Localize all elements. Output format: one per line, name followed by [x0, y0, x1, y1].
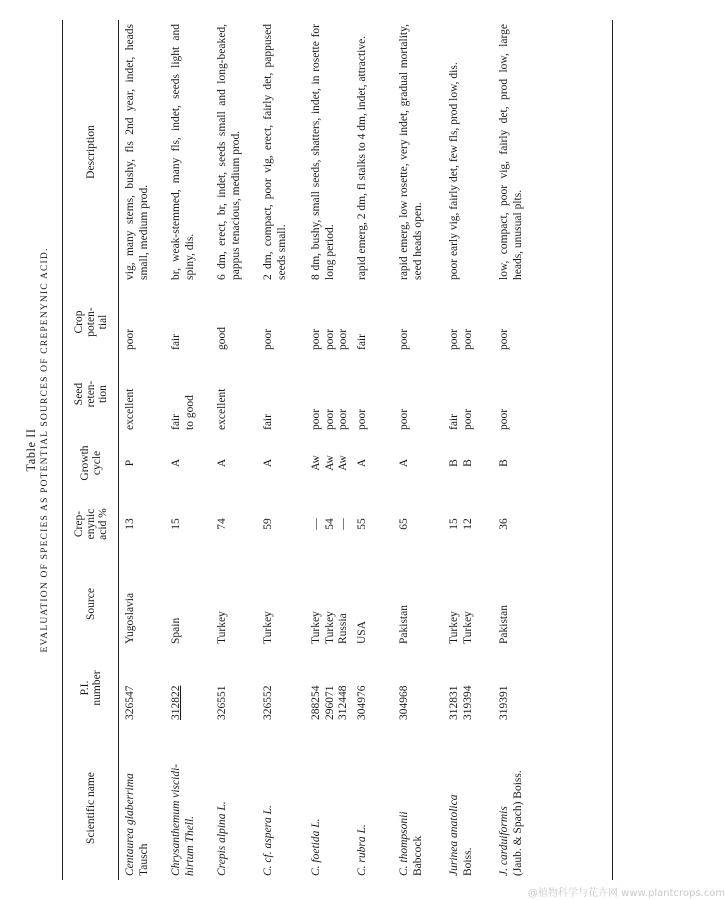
- cell-pi-number: 319391: [498, 685, 510, 720]
- cell-pi-number: 304976: [356, 685, 368, 720]
- cell-scientific-name: Chrysanthemum viscidi- hirtum Thell.: [170, 763, 196, 876]
- header-growth-cycle: Growth cycle: [79, 445, 103, 481]
- cell-scientific-name: Crepis alpina L.: [216, 801, 228, 876]
- table-label: Table II: [24, 428, 38, 472]
- cell-growth-cycle: A: [216, 458, 228, 468]
- cell-seed-retention: fair to good: [170, 395, 196, 430]
- cell-pi-number: 326547: [124, 685, 136, 720]
- cell-pi-number: 326551: [216, 685, 228, 720]
- header-seed-retention: Seed reten- tion: [73, 380, 109, 408]
- cell-seed-retention: poor: [398, 408, 410, 430]
- cell-crepenynic-acid: 36: [498, 518, 510, 530]
- cell-description: br, weak-stemmed, many fls, indet, seeds light and spiny, dis.: [170, 24, 196, 280]
- cell-crop-potential: fair: [170, 334, 182, 350]
- cell-scientific-name: J. carduiformis (Jaub. & Spach) Boiss.: [498, 770, 524, 876]
- bottom-rule: [612, 20, 613, 880]
- cell-source: Spain: [170, 617, 182, 644]
- cell-growth-cycle: B B: [448, 459, 474, 467]
- header-scientific-name: Scientific name: [85, 772, 97, 844]
- cell-seed-retention: poor: [498, 408, 510, 430]
- cell-crop-potential: poor: [498, 328, 510, 350]
- cell-source: Yugoslavia: [124, 592, 136, 644]
- cell-seed-retention: poor poor poor: [310, 408, 349, 430]
- header-crop-potential: Crop poten- tial: [73, 307, 109, 337]
- cell-description: poor early vig, fairly det, few fls, prod low, dis.: [448, 62, 460, 280]
- header-crepenynic-acid: Crep- enynic acid %: [73, 508, 109, 540]
- cell-crop-potential: fair: [356, 334, 368, 350]
- cell-seed-retention: excellent: [216, 388, 228, 430]
- cell-growth-cycle: B: [498, 459, 510, 467]
- cell-scientific-name: C. foetida L.: [310, 818, 322, 876]
- cell-crop-potential: poor: [124, 328, 136, 350]
- cell-crepenynic-acid: 13: [124, 518, 136, 530]
- cell-crepenynic-acid: 65: [398, 518, 410, 530]
- cell-description: 2 dm, compact, poor vig, erect, fairly det, pappused seeds small.: [262, 24, 288, 280]
- cell-scientific-name: Centaurea glaberrima Tausch: [124, 773, 150, 876]
- cell-crepenynic-acid: — 54 —: [310, 518, 349, 530]
- cell-description: rapid emerg, 2 dm, fl stalks to 4 dm, indet, attractive.: [356, 35, 368, 280]
- cell-crop-potential: poor poor poor: [310, 328, 349, 350]
- cell-source: USA: [356, 620, 368, 644]
- cell-scientific-name: C. cf. aspera L.: [262, 805, 274, 876]
- cell-source: Turkey Turkey: [448, 611, 474, 644]
- cell-pi-number: 326552: [262, 685, 274, 720]
- cell-description: 6 dm, erect, br, indet, seeds small and long-beaked, pappus tenacious, medium prod.: [216, 24, 242, 280]
- cell-seed-retention: excellent: [124, 388, 136, 430]
- cell-description: low, compact, poor vig, fairly det, prod low, large heads, unusual plts.: [498, 24, 524, 280]
- cell-growth-cycle: P: [124, 459, 136, 467]
- cell-source: Turkey Turkey Russia: [310, 611, 349, 644]
- cell-crop-potential: good: [216, 327, 228, 350]
- cell-source: Pakistan: [398, 605, 410, 644]
- cell-crop-potential: poor: [262, 328, 274, 350]
- cell-growth-cycle: Aw Aw Aw: [310, 455, 349, 471]
- cell-growth-cycle: A: [262, 458, 274, 468]
- watermark: @植物科学与花卉网 www.plantcrops.com: [528, 888, 725, 899]
- cell-crepenynic-acid: 55: [356, 518, 368, 530]
- cell-source: Turkey: [262, 611, 274, 644]
- cell-seed-retention: poor: [356, 408, 368, 430]
- cell-crepenynic-acid: 59: [262, 518, 274, 530]
- table-caption: EVALUATION OF SPECIES AS POTENTIAL SOURCES OF CREPENYNIC ACID.: [40, 247, 50, 653]
- cell-seed-retention: fair: [262, 414, 274, 430]
- top-rule: [62, 20, 63, 880]
- cell-growth-cycle: A: [398, 458, 410, 468]
- cell-crop-potential: poor: [398, 328, 410, 350]
- cell-seed-retention: fair poor: [448, 408, 474, 430]
- cell-growth-cycle: A: [170, 458, 182, 468]
- cell-crepenynic-acid: 15: [170, 518, 182, 530]
- cell-description: 8 dm, bushy, small seeds, shatters, indet, in rosette for long period.: [310, 24, 336, 280]
- cell-pi-number: 288254 296071 312448: [310, 685, 349, 720]
- cell-crepenynic-acid: 15 12: [448, 518, 474, 530]
- cell-scientific-name: Jurinea anatolica Boiss.: [448, 794, 474, 876]
- cell-scientific-name: C. rubra L.: [356, 824, 368, 876]
- cell-scientific-name: C. thompsonii Babcock: [398, 811, 424, 876]
- cell-description: rapid emerg, low rosette, very indet, gradual mortality, seed heads open.: [398, 24, 424, 280]
- cell-pi-number: 304968: [398, 685, 410, 720]
- cell-source: Turkey: [216, 611, 228, 644]
- cell-source: Pakistan: [498, 605, 510, 644]
- cell-crepenynic-acid: 74: [216, 518, 228, 530]
- rotated-table-page: [20, 20, 620, 880]
- header-pi-number: P.I. number: [79, 670, 103, 706]
- header-description: Description: [85, 125, 97, 179]
- cell-pi-number: 312831 319394: [448, 685, 474, 720]
- header-rule: [118, 20, 119, 880]
- cell-pi-number: 312822: [170, 685, 182, 720]
- cell-crop-potential: poor poor: [448, 328, 474, 350]
- cell-description: vig, many stems, bushy, fls 2nd year, indet, heads small, medium prod.: [124, 24, 150, 280]
- header-source: Source: [85, 588, 97, 620]
- cell-growth-cycle: A: [356, 458, 368, 468]
